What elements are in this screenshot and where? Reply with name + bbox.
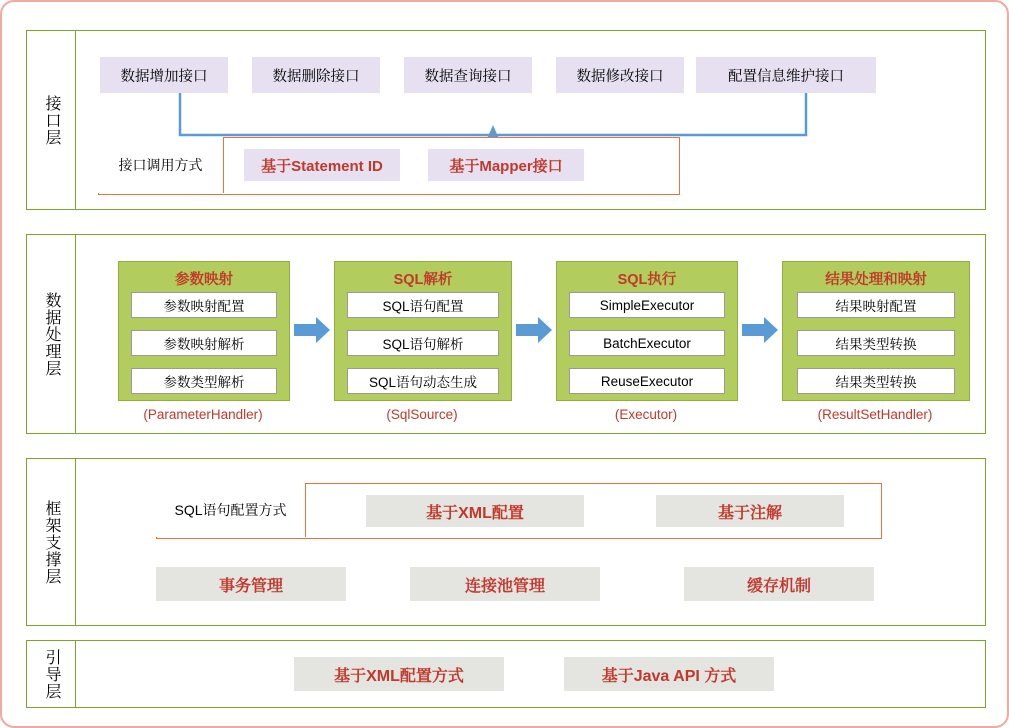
framework-config-xml[interactable]: 基于XML配置 — [366, 495, 584, 527]
group-sql-parse-title: SQL解析 — [393, 272, 453, 288]
group-sql-execute-item-0[interactable]: SimpleExecutor — [569, 292, 725, 318]
group-sql-execute-handler: (Executor) — [614, 407, 678, 422]
framework-config-label: SQL语句配置方式 — [156, 483, 306, 537]
group-parameter-mapping-item-1[interactable]: 参数映射解析 — [131, 330, 277, 356]
layer-framework — [26, 458, 986, 626]
group-sql-execute-item-1[interactable]: BatchExecutor — [569, 330, 725, 356]
layer-interface-body — [76, 31, 985, 209]
group-sql-execute — [556, 261, 738, 401]
arrow-1 — [294, 315, 330, 345]
layer-interface — [26, 30, 986, 210]
group-sql-parse-item-1[interactable]: SQL语句解析 — [347, 330, 499, 356]
interface-call-method-label: 接口调用方式 — [98, 137, 224, 193]
interface-call-mapper[interactable]: 基于Mapper接口 — [428, 149, 584, 181]
framework-support-transaction[interactable]: 事务管理 — [156, 567, 346, 601]
layer-data-process-label: 数据处理层 — [27, 235, 76, 433]
layer-data-process — [26, 234, 986, 434]
interface-box-query[interactable]: 数据查询接口 — [404, 57, 532, 93]
interface-box-delete[interactable]: 数据删除接口 — [252, 57, 380, 93]
bootstrap-java-api-mode[interactable]: 基于Java API 方式 — [564, 657, 774, 691]
framework-config-annotation[interactable]: 基于注解 — [656, 495, 844, 527]
group-parameter-mapping-item-0[interactable]: 参数映射配置 — [131, 292, 277, 318]
framework-support-cache[interactable]: 缓存机制 — [684, 567, 874, 601]
group-parameter-mapping-item-2[interactable]: 参数类型解析 — [131, 368, 277, 394]
group-sql-execute-item-2[interactable]: ReuseExecutor — [569, 368, 725, 394]
group-parameter-mapping — [118, 261, 290, 401]
layer-interface-label: 接口层 — [27, 31, 76, 209]
layer-bootstrap-body — [76, 641, 985, 707]
arrow-2 — [516, 315, 552, 345]
group-sql-parse-handler: (SqlSource) — [386, 407, 458, 422]
group-result-handling-item-0[interactable]: 结果映射配置 — [797, 292, 955, 318]
interface-box-add[interactable]: 数据增加接口 — [100, 57, 228, 93]
layer-framework-body — [76, 459, 985, 625]
group-result-handling-handler: (ResultSetHandler) — [817, 407, 933, 422]
interface-box-config-maintain[interactable]: 配置信息维护接口 — [696, 57, 876, 93]
layer-bootstrap-label: 引导层 — [27, 641, 76, 707]
group-sql-parse-item-2[interactable]: SQL语句动态生成 — [347, 368, 499, 394]
group-sql-execute-title: SQL执行 — [617, 272, 677, 288]
layer-data-process-body — [76, 235, 985, 433]
group-sql-parse-item-0[interactable]: SQL语句配置 — [347, 292, 499, 318]
interface-call-statement-id[interactable]: 基于Statement ID — [244, 149, 400, 181]
framework-support-connection-pool[interactable]: 连接池管理 — [410, 567, 600, 601]
group-result-handling — [782, 261, 970, 401]
group-result-handling-title: 结果处理和映射 — [825, 272, 927, 288]
arrow-3 — [742, 315, 778, 345]
group-parameter-mapping-handler: (ParameterHandler) — [143, 407, 263, 422]
group-result-handling-item-1[interactable]: 结果类型转换 — [797, 330, 955, 356]
layer-framework-label: 框架支撑层 — [27, 459, 76, 625]
bootstrap-xml-mode[interactable]: 基于XML配置方式 — [294, 657, 504, 691]
group-parameter-mapping-title: 参数映射 — [175, 272, 233, 288]
group-result-handling-item-2[interactable]: 结果类型转换 — [797, 368, 955, 394]
layer-bootstrap — [26, 640, 986, 708]
interface-box-update[interactable]: 数据修改接口 — [556, 57, 684, 93]
group-sql-parse — [334, 261, 512, 401]
